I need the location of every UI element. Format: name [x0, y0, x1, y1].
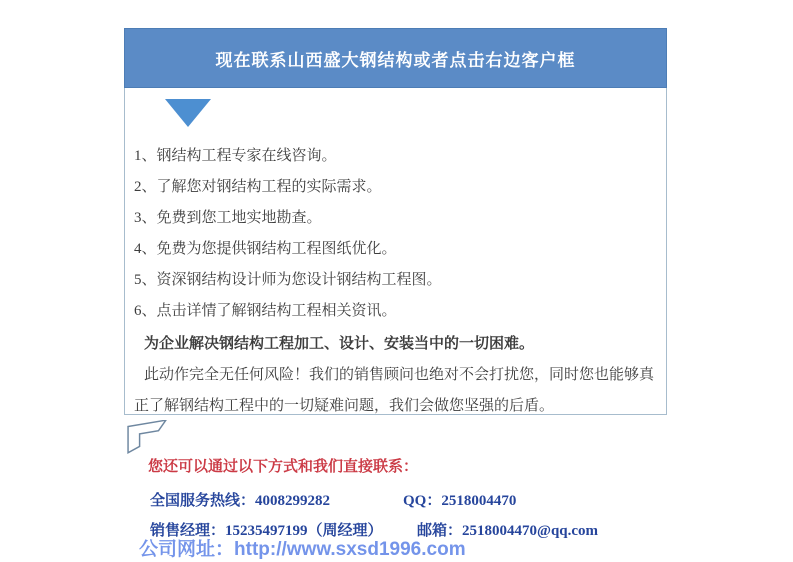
- contact-intro: 您还可以通过以下方式和我们直接联系：: [148, 459, 419, 475]
- list-item-1: 1、钢结构工程专家在线咨询。: [134, 148, 337, 164]
- sales-manager-line: [150, 521, 383, 541]
- list-item-3: 3、免费到您工地实地勘查。: [134, 210, 322, 226]
- list-item-4: 4、免费为您提供钢结构工程图纸优化。: [134, 241, 397, 257]
- list-item-2: 2、了解您对钢结构工程的实际需求。: [134, 179, 382, 195]
- header-banner-title: 现在联系山西盛大钢结构或者点击右边客户框: [215, 50, 576, 70]
- box-content: [134, 141, 657, 422]
- hotline-label: 全国服务热线：: [150, 493, 256, 509]
- email-value: 2518004470@qq.com: [462, 523, 599, 539]
- hotline-line: [150, 491, 330, 511]
- website-link[interactable]: [139, 539, 466, 561]
- list-item-5: 5、资深钢结构设计师为您设计钢结构工程图。: [134, 272, 442, 288]
- website-url[interactable]: http://www.sxsd1996.com: [234, 539, 466, 560]
- website-label[interactable]: 公司网址：: [139, 539, 235, 560]
- qq-value: 2518004470: [441, 493, 517, 509]
- hotline-value: 4008299282: [255, 493, 331, 509]
- email-line: [417, 521, 598, 541]
- down-triangle-icon: [165, 99, 211, 127]
- list-item-6: 6、点击详情了解钢结构工程相关资讯。: [134, 303, 397, 319]
- qq-label: QQ：: [403, 493, 442, 509]
- reassurance-paragraph: 此动作完全无任何风险！我们的销售顾问也绝对不会打扰您，同时您也能够真正了解钢结构工程中的一切疑难问题，我们会做您坚强的后盾。: [134, 367, 655, 414]
- header-banner: [124, 28, 667, 88]
- manager-label: 销售经理：: [150, 523, 226, 539]
- qq-line: [403, 491, 516, 511]
- email-label: 邮箱：: [417, 523, 463, 539]
- manager-value: 15235497199（周经理）: [225, 523, 383, 539]
- corner-flag-icon: [127, 420, 169, 454]
- highlight-text: 为企业解决钢结构工程加工、设计、安装当中的一切困难。: [144, 336, 535, 352]
